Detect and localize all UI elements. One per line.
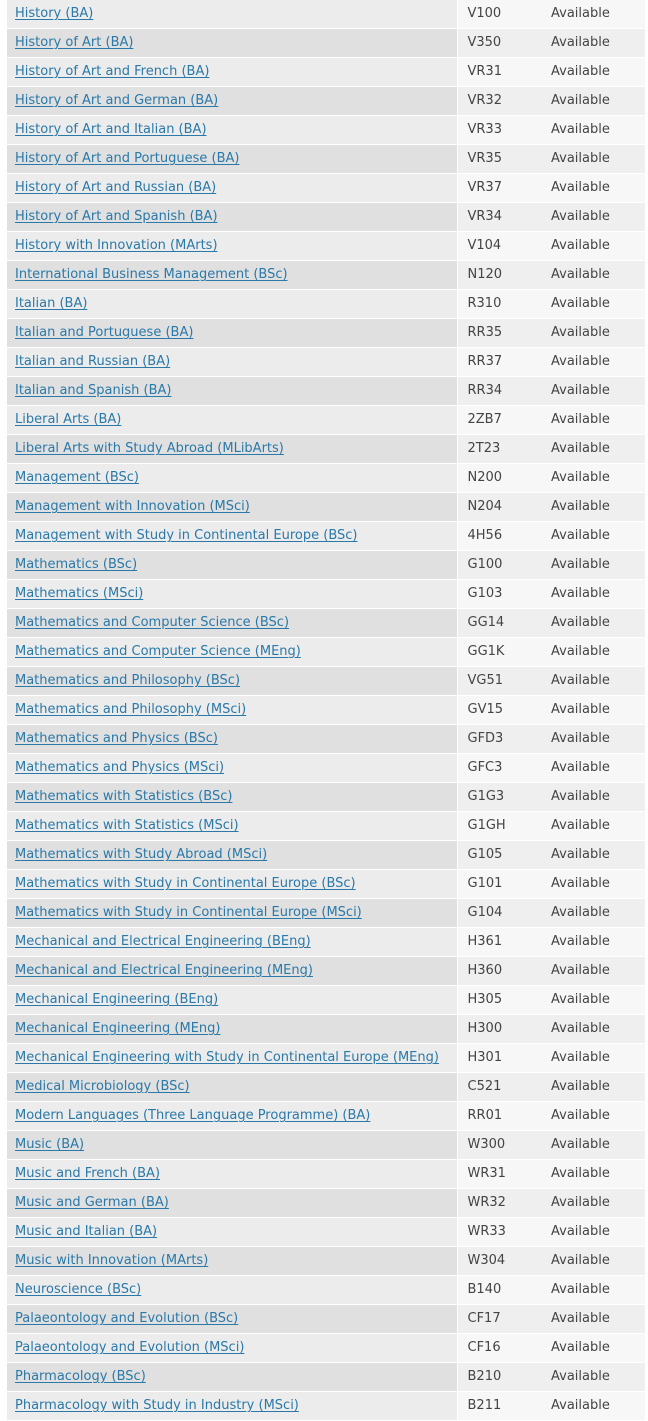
course-link[interactable]: Palaeontology and Evolution (BSc) xyxy=(15,1311,239,1326)
course-code: G101 xyxy=(457,870,547,899)
course-name-cell xyxy=(7,580,457,609)
course-code: G1GH xyxy=(457,812,547,841)
course-code: N204 xyxy=(457,493,547,522)
course-name-cell xyxy=(7,319,457,348)
course-link[interactable]: History of Art and Portuguese (BA) xyxy=(15,151,240,166)
course-link[interactable]: History of Art (BA) xyxy=(15,35,134,50)
availability-status: Available xyxy=(547,986,645,1015)
course-link[interactable]: Mathematics (MSci) xyxy=(15,586,144,601)
table-row xyxy=(7,638,645,667)
course-code: VR34 xyxy=(457,203,547,232)
table-row xyxy=(7,145,645,174)
table-row xyxy=(7,1247,645,1276)
course-code: GG1K xyxy=(457,638,547,667)
availability-status: Available xyxy=(547,754,645,783)
course-code: N200 xyxy=(457,464,547,493)
course-name-cell xyxy=(7,725,457,754)
course-code: G104 xyxy=(457,899,547,928)
course-code: VR37 xyxy=(457,174,547,203)
table-row xyxy=(7,1218,645,1247)
availability-status: Available xyxy=(547,1363,645,1392)
availability-status: Available xyxy=(547,290,645,319)
availability-status: Available xyxy=(547,174,645,203)
course-name-cell xyxy=(7,696,457,725)
course-link[interactable]: Mathematics with Study in Continental Europe (BSc) xyxy=(15,876,356,891)
course-code: VR32 xyxy=(457,87,547,116)
availability-status: Available xyxy=(547,1305,645,1334)
course-link[interactable]: Mathematics and Computer Science (MEng) xyxy=(15,644,301,659)
availability-status: Available xyxy=(547,928,645,957)
course-name-cell xyxy=(7,232,457,261)
course-link[interactable]: Mathematics and Philosophy (BSc) xyxy=(15,673,241,688)
course-name-cell xyxy=(7,1392,457,1421)
availability-status: Available xyxy=(547,493,645,522)
course-code: V104 xyxy=(457,232,547,261)
course-code: B140 xyxy=(457,1276,547,1305)
availability-status: Available xyxy=(547,1276,645,1305)
availability-status: Available xyxy=(547,812,645,841)
course-name-cell xyxy=(7,812,457,841)
course-name-cell xyxy=(7,203,457,232)
course-name-cell xyxy=(7,928,457,957)
table-row xyxy=(7,232,645,261)
table-row xyxy=(7,87,645,116)
table-row xyxy=(7,1189,645,1218)
course-code: W300 xyxy=(457,1131,547,1160)
course-name-cell xyxy=(7,783,457,812)
table-row xyxy=(7,783,645,812)
availability-status: Available xyxy=(547,841,645,870)
table-row xyxy=(7,1102,645,1131)
availability-status: Available xyxy=(547,1015,645,1044)
course-code: VR35 xyxy=(457,145,547,174)
table-row xyxy=(7,812,645,841)
availability-status: Available xyxy=(547,435,645,464)
availability-status: Available xyxy=(547,348,645,377)
course-link[interactable]: Mathematics and Philosophy (MSci) xyxy=(15,702,247,717)
course-code: G100 xyxy=(457,551,547,580)
table-row xyxy=(7,290,645,319)
availability-status: Available xyxy=(547,783,645,812)
course-link[interactable]: Music with Innovation (MArts) xyxy=(15,1253,209,1268)
course-name-cell xyxy=(7,116,457,145)
course-code: VG51 xyxy=(457,667,547,696)
table-row xyxy=(7,1044,645,1073)
course-link[interactable]: Music and German (BA) xyxy=(15,1195,169,1210)
availability-status: Available xyxy=(547,1189,645,1218)
course-code: V100 xyxy=(457,0,547,29)
course-name-cell xyxy=(7,145,457,174)
availability-status: Available xyxy=(547,1218,645,1247)
availability-status: Available xyxy=(547,29,645,58)
course-link[interactable]: Italian and Spanish (BA) xyxy=(15,383,172,398)
course-link[interactable]: Pharmacology with Study in Industry (MSci) xyxy=(15,1398,299,1413)
table-row xyxy=(7,522,645,551)
course-name-cell xyxy=(7,58,457,87)
course-name-cell xyxy=(7,551,457,580)
course-link[interactable]: Liberal Arts (BA) xyxy=(15,412,122,427)
course-code: 4H56 xyxy=(457,522,547,551)
table-row xyxy=(7,203,645,232)
table-row xyxy=(7,319,645,348)
table-row xyxy=(7,1392,645,1421)
course-name-cell xyxy=(7,406,457,435)
availability-status: Available xyxy=(547,319,645,348)
course-name-cell xyxy=(7,667,457,696)
course-name-cell xyxy=(7,957,457,986)
table-row xyxy=(7,406,645,435)
course-name-cell xyxy=(7,1363,457,1392)
course-link[interactable]: Music and French (BA) xyxy=(15,1166,161,1181)
course-link[interactable]: Music (BA) xyxy=(15,1137,85,1152)
course-name-cell xyxy=(7,261,457,290)
availability-status: Available xyxy=(547,0,645,29)
table-row xyxy=(7,493,645,522)
course-code: V350 xyxy=(457,29,547,58)
course-link[interactable]: Italian and Portuguese (BA) xyxy=(15,325,194,340)
course-code: G105 xyxy=(457,841,547,870)
table-row xyxy=(7,1305,645,1334)
course-link[interactable]: History of Art and French (BA) xyxy=(15,64,210,79)
table-row xyxy=(7,1276,645,1305)
course-link[interactable]: Management (BSc) xyxy=(15,470,140,485)
course-link[interactable]: Modern Languages (Three Language Programme) (BA) xyxy=(15,1108,371,1123)
course-link[interactable]: History with Innovation (MArts) xyxy=(15,238,218,253)
table-row xyxy=(7,1131,645,1160)
course-link[interactable]: Pharmacology (BSc) xyxy=(15,1369,146,1384)
course-link[interactable]: Mathematics with Study Abroad (MSci) xyxy=(15,847,268,862)
course-name-cell xyxy=(7,1218,457,1247)
course-code: GFD3 xyxy=(457,725,547,754)
course-code: H301 xyxy=(457,1044,547,1073)
course-name-cell xyxy=(7,29,457,58)
course-code: G103 xyxy=(457,580,547,609)
course-code: H360 xyxy=(457,957,547,986)
course-code: GG14 xyxy=(457,609,547,638)
course-name-cell xyxy=(7,435,457,464)
course-link[interactable]: Mathematics with Statistics (MSci) xyxy=(15,818,239,833)
course-code: H305 xyxy=(457,986,547,1015)
course-code: GFC3 xyxy=(457,754,547,783)
availability-status: Available xyxy=(547,145,645,174)
course-name-cell xyxy=(7,174,457,203)
availability-status: Available xyxy=(547,1160,645,1189)
course-code: RR37 xyxy=(457,348,547,377)
course-name-cell xyxy=(7,1102,457,1131)
availability-status: Available xyxy=(547,232,645,261)
course-link[interactable]: Mechanical and Electrical Engineering (BEng) xyxy=(15,934,311,949)
table-row xyxy=(7,1334,645,1363)
course-code: W304 xyxy=(457,1247,547,1276)
course-link[interactable]: Management with Study in Continental Europe (BSc) xyxy=(15,528,358,543)
course-link[interactable]: Music and Italian (BA) xyxy=(15,1224,158,1239)
table-row xyxy=(7,899,645,928)
table-row xyxy=(7,928,645,957)
availability-status: Available xyxy=(547,58,645,87)
course-code: CF16 xyxy=(457,1334,547,1363)
course-link[interactable]: Management with Innovation (MSci) xyxy=(15,499,250,514)
course-code: B211 xyxy=(457,1392,547,1421)
course-link[interactable]: Mathematics and Physics (MSci) xyxy=(15,760,225,775)
course-link[interactable]: Mathematics with Statistics (BSc) xyxy=(15,789,233,804)
table-row xyxy=(7,986,645,1015)
course-code: VR31 xyxy=(457,58,547,87)
course-code: 2ZB7 xyxy=(457,406,547,435)
table-row xyxy=(7,870,645,899)
availability-status: Available xyxy=(547,1131,645,1160)
availability-status: Available xyxy=(547,1334,645,1363)
availability-status: Available xyxy=(547,1073,645,1102)
availability-status: Available xyxy=(547,580,645,609)
course-name-cell xyxy=(7,1044,457,1073)
course-code: B210 xyxy=(457,1363,547,1392)
table-row xyxy=(7,580,645,609)
table-row xyxy=(7,957,645,986)
course-name-cell xyxy=(7,609,457,638)
table-row xyxy=(7,377,645,406)
table-row xyxy=(7,841,645,870)
table-row xyxy=(7,696,645,725)
course-name-cell xyxy=(7,0,457,29)
course-name-cell xyxy=(7,899,457,928)
course-code: WR31 xyxy=(457,1160,547,1189)
course-name-cell xyxy=(7,986,457,1015)
course-name-cell xyxy=(7,1131,457,1160)
table-row xyxy=(7,58,645,87)
table-row xyxy=(7,435,645,464)
availability-status: Available xyxy=(547,87,645,116)
course-link[interactable]: Medical Microbiology (BSc) xyxy=(15,1079,190,1094)
course-code: N120 xyxy=(457,261,547,290)
availability-status: Available xyxy=(547,609,645,638)
availability-status: Available xyxy=(547,522,645,551)
course-code: H300 xyxy=(457,1015,547,1044)
course-name-cell xyxy=(7,1276,457,1305)
course-name-cell xyxy=(7,1160,457,1189)
table-row xyxy=(7,174,645,203)
course-link[interactable]: Mechanical Engineering (MEng) xyxy=(15,1021,221,1036)
course-link[interactable]: History of Art and Italian (BA) xyxy=(15,122,207,137)
course-code: RR35 xyxy=(457,319,547,348)
course-link[interactable]: History of Art and Spanish (BA) xyxy=(15,209,218,224)
availability-status: Available xyxy=(547,696,645,725)
table-row xyxy=(7,116,645,145)
course-table xyxy=(7,0,645,1421)
table-row xyxy=(7,261,645,290)
course-link[interactable]: Mathematics and Physics (BSc) xyxy=(15,731,218,746)
course-link[interactable]: International Business Management (BSc) xyxy=(15,267,288,282)
course-name-cell xyxy=(7,870,457,899)
availability-status: Available xyxy=(547,1044,645,1073)
course-code: VR33 xyxy=(457,116,547,145)
course-link[interactable]: Mathematics with Study in Continental Europe (MSci) xyxy=(15,905,362,920)
course-code: 2T23 xyxy=(457,435,547,464)
course-code: RR34 xyxy=(457,377,547,406)
course-name-cell xyxy=(7,1073,457,1102)
table-row xyxy=(7,725,645,754)
course-link[interactable]: Italian and Russian (BA) xyxy=(15,354,171,369)
table-row xyxy=(7,1160,645,1189)
course-code: R310 xyxy=(457,290,547,319)
course-link[interactable]: Mechanical Engineering with Study in Continental Europe (MEng) xyxy=(15,1050,439,1065)
availability-status: Available xyxy=(547,406,645,435)
course-name-cell xyxy=(7,493,457,522)
availability-status: Available xyxy=(547,638,645,667)
course-link[interactable]: Mathematics (BSc) xyxy=(15,557,138,572)
course-table-body xyxy=(7,0,645,1421)
course-name-cell xyxy=(7,1247,457,1276)
table-row xyxy=(7,1073,645,1102)
course-name-cell xyxy=(7,464,457,493)
table-row xyxy=(7,667,645,696)
availability-status: Available xyxy=(547,1102,645,1131)
course-name-cell xyxy=(7,377,457,406)
availability-status: Available xyxy=(547,116,645,145)
course-link[interactable]: Mechanical Engineering (BEng) xyxy=(15,992,219,1007)
course-name-cell xyxy=(7,1189,457,1218)
course-link[interactable]: History (BA) xyxy=(15,6,94,21)
availability-status: Available xyxy=(547,1247,645,1276)
course-name-cell xyxy=(7,638,457,667)
course-name-cell xyxy=(7,1305,457,1334)
table-row xyxy=(7,348,645,377)
course-name-cell xyxy=(7,290,457,319)
course-link[interactable]: Palaeontology and Evolution (MSci) xyxy=(15,1340,245,1355)
availability-status: Available xyxy=(547,377,645,406)
table-row xyxy=(7,464,645,493)
course-name-cell xyxy=(7,754,457,783)
table-row xyxy=(7,1015,645,1044)
course-code: RR01 xyxy=(457,1102,547,1131)
table-row xyxy=(7,551,645,580)
availability-status: Available xyxy=(547,464,645,493)
availability-status: Available xyxy=(547,551,645,580)
course-link[interactable]: Italian (BA) xyxy=(15,296,88,311)
course-code: WR33 xyxy=(457,1218,547,1247)
availability-status: Available xyxy=(547,899,645,928)
availability-status: Available xyxy=(547,203,645,232)
course-link[interactable]: History of Art and German (BA) xyxy=(15,93,219,108)
course-code: C521 xyxy=(457,1073,547,1102)
availability-status: Available xyxy=(547,667,645,696)
availability-status: Available xyxy=(547,1392,645,1421)
availability-status: Available xyxy=(547,725,645,754)
course-name-cell xyxy=(7,348,457,377)
course-code: GV15 xyxy=(457,696,547,725)
course-link[interactable]: Liberal Arts with Study Abroad (MLibArts) xyxy=(15,441,284,456)
table-row xyxy=(7,0,645,29)
table-row xyxy=(7,754,645,783)
course-name-cell xyxy=(7,841,457,870)
table-row xyxy=(7,29,645,58)
course-code: G1G3 xyxy=(457,783,547,812)
course-link[interactable]: Mathematics and Computer Science (BSc) xyxy=(15,615,290,630)
table-row xyxy=(7,609,645,638)
course-name-cell xyxy=(7,1015,457,1044)
course-name-cell xyxy=(7,522,457,551)
course-code: WR32 xyxy=(457,1189,547,1218)
table-row xyxy=(7,1363,645,1392)
course-name-cell xyxy=(7,87,457,116)
availability-status: Available xyxy=(547,261,645,290)
availability-status: Available xyxy=(547,957,645,986)
availability-status: Available xyxy=(547,870,645,899)
course-link[interactable]: History of Art and Russian (BA) xyxy=(15,180,217,195)
course-code: H361 xyxy=(457,928,547,957)
course-code: CF17 xyxy=(457,1305,547,1334)
course-link[interactable]: Mechanical and Electrical Engineering (MEng) xyxy=(15,963,313,978)
course-name-cell xyxy=(7,1334,457,1363)
course-link[interactable]: Neuroscience (BSc) xyxy=(15,1282,142,1297)
